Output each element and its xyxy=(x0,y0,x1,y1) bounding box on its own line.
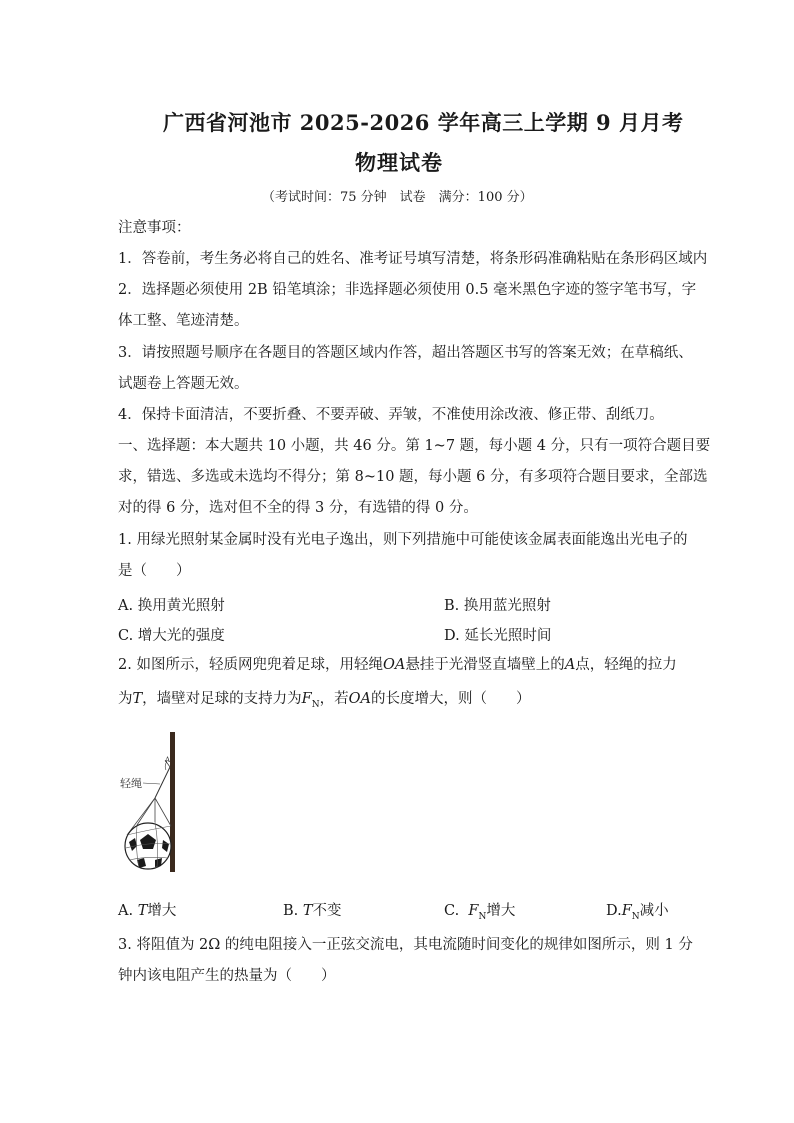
q1-option-a: A. 换用黄光照射 xyxy=(118,598,225,614)
q2-option-b: B. T不变 xyxy=(283,903,342,919)
notice-line: 试题卷上答题无效。 xyxy=(118,376,249,392)
q3-stem: 3. 将阻值为 2Ω 的纯电阻接入一正弦交流电，其电流随时间变化的规律如图所示，则 1 分 xyxy=(118,937,693,953)
q2-option-a: A. T增大 xyxy=(118,903,177,919)
figure-rope-label: 轻绳 xyxy=(120,777,142,790)
notice-heading: 注意事项： xyxy=(118,220,191,236)
q2-option-d: $D.F_N$减小 xyxy=(606,903,669,922)
notice-line: 1．答卷前，考生务必将自己的姓名、准考证号填写清楚，将条形码准确粘贴在条形码区域内 xyxy=(118,251,708,267)
q1-option-b: B. 换用蓝光照射 xyxy=(444,598,551,614)
q2-stem: 2. 如图所示，轻质网兜兜着足球，用轻绳OA悬挂于光滑竖直墙壁上的A点，轻绳的拉力 xyxy=(118,657,677,673)
section-instruction: 求，错选、多选或未选均不得分；第 8~10 题，每小题 6 分，有多项符合题目要求，全部选 xyxy=(118,469,708,485)
exam-meta: （考试时间：75 分钟 试卷 满分：100 分） xyxy=(262,190,533,205)
section-instruction: 一、选择题：本大题共 10 小题，共 46 分。第 1~7 题，每小题 4 分，只有一项符合题目要 xyxy=(118,438,711,454)
q2-stem-cont: 为T，墙壁对足球的支持力为$F_N$，若OA的长度增大，则（ ） xyxy=(118,691,531,710)
exam-subject: 物理试卷 xyxy=(355,150,443,175)
q3-stem-cont: 钟内该电阻产生的热量为（ ） xyxy=(118,968,336,984)
notice-line: 3．请按照题号顺序在各题目的答题区域内作答，超出答题区书写的答案无效；在草稿纸、 xyxy=(118,345,693,361)
q1-stem-cont: 是（ ） xyxy=(118,563,191,579)
ball-net-figure xyxy=(115,730,190,875)
exam-title: 广西省河池市 2025-2026 学年高三上学期 9 月月考 xyxy=(163,110,684,135)
q1-option-c: C. 增大光的强度 xyxy=(118,628,225,644)
notice-line: 2．选择题必须使用 2B 铅笔填涂；非选择题必须使用 0.5 毫米黑色字迹的签字笔书写，字 xyxy=(118,282,697,298)
point-a-label: A xyxy=(165,756,171,764)
q1-option-d: D. 延长光照时间 xyxy=(444,628,552,644)
q2-option-c: C. $F_N$增大 xyxy=(444,903,516,922)
rope xyxy=(155,767,170,798)
q1-stem: 1. 用绿光照射某金属时没有光电子逸出，则下列措施中可能使该金属表面能逸出光电子的 xyxy=(118,532,688,548)
notice-line: 体工整、笔迹清楚。 xyxy=(118,313,249,329)
notice-line: 4．保持卡面清洁，不要折叠、不要弄破、弄皱，不准使用涂改液、修正带、刮纸刀。 xyxy=(118,407,664,423)
section-instruction: 对的得 6 分，选对但不全的得 3 分，有选错的得 0 分。 xyxy=(118,500,478,516)
